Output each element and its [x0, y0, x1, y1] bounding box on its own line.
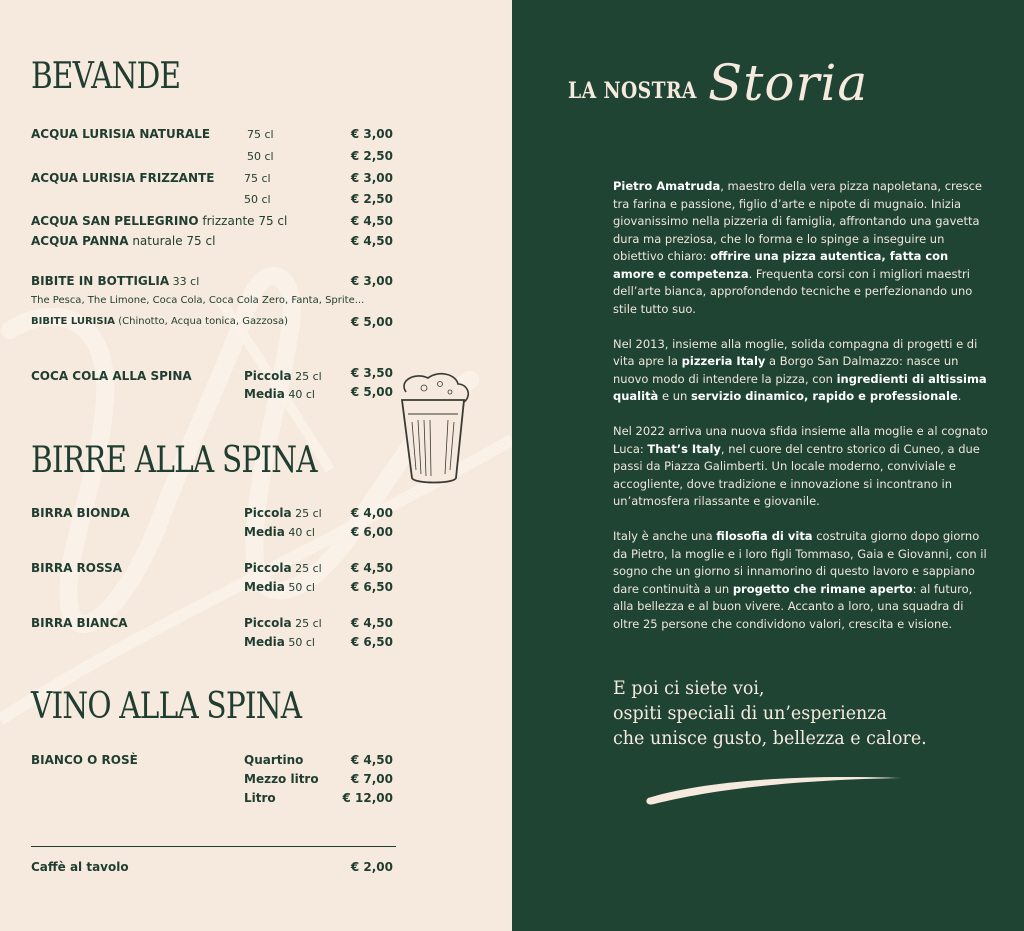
lurisia-frizzante-vol: 75 cl: [244, 172, 271, 185]
birra-rossa-size-1: Piccola 25 cl: [244, 561, 322, 575]
birra-bionda-size-2: Media 40 cl: [244, 525, 315, 539]
birra-bianca-price-1: € 4,50: [350, 616, 393, 630]
p1-segment-2: offrire una pizza autentica, fatta con amore e competenza: [613, 249, 949, 281]
beer-glass-icon: [388, 370, 478, 490]
closing-line-3: che unisce gusto, bellezza e calore.: [613, 727, 927, 749]
closing-line-2: ospiti speciali di un’esperienza: [613, 702, 887, 724]
birra-bianca-price-2: € 6,50: [350, 635, 393, 649]
story-paragraph-3: [613, 423, 993, 511]
p2-segment-5: servizio dinamico, rapido e professionale: [690, 389, 958, 403]
birra-bianca-size-2: Media 50 cl: [244, 635, 315, 649]
p4-segment-0: Italy è anche una: [613, 529, 717, 543]
birra-bionda-size-1: Piccola 25 cl: [244, 506, 322, 520]
closing-statement: [613, 676, 972, 751]
caffe-name: Caffè al tavolo: [31, 860, 129, 874]
birra-rossa-size-2: Media 50 cl: [244, 580, 315, 594]
bevande-title: BEVANDE: [31, 56, 181, 97]
birra-rossa-price-1: € 4,50: [350, 561, 393, 575]
birra-rossa-name: BIRRA ROSSA: [31, 561, 123, 575]
coca-spina-price-1: € 3,50: [350, 366, 393, 380]
coca-spina-size-2: Media 40 cl: [244, 387, 315, 401]
p3-segment-2: , nel cuore del centro storico di Cuneo, a due passi da Piazza Galimberti. Un locale moderno, conviviale e accogliente, dove tradizione e innovazione si incontrano in un’atmosfera rilassante e giovanile.: [613, 441, 980, 508]
p3-segment-0: Nel 2022 arriva una nuova sfida insieme alla moglie e al cognato Luca:: [613, 424, 988, 456]
san-pellegrino-price: € 4,50: [350, 214, 393, 228]
vino-name: BIANCO O ROSÈ: [31, 753, 138, 767]
lurisia-naturale-vol: 75 cl: [247, 128, 274, 141]
p1-segment-0: Pietro Amatruda: [613, 179, 721, 193]
bibite-bottiglia-price: € 3,00: [350, 274, 393, 288]
coca-spina-name: COCA COLA ALLA SPINA: [31, 369, 192, 383]
lurisia-frizzante-price: € 3,00: [350, 171, 393, 185]
vino-price-3: € 12,00: [342, 791, 393, 805]
vino-size-1: Quartino: [244, 753, 304, 767]
p4-segment-3: progetto che rimane aperto: [732, 581, 913, 596]
vino-price-1: € 4,50: [350, 753, 393, 767]
p2-segment-6: .: [957, 389, 962, 403]
story-paragraph-2: [613, 336, 993, 406]
menu-divider: [31, 846, 396, 847]
swoosh-decoration-icon: [640, 768, 910, 808]
birra-bionda-name: BIRRA BIONDA: [31, 506, 130, 520]
closing-line-1: E poi ci siete voi,: [613, 677, 765, 699]
lurisia-naturale-vol-small: 50 cl: [247, 150, 274, 163]
lurisia-naturale-price-small: € 2,50: [350, 149, 393, 163]
lurisia-naturale-price: € 3,00: [350, 127, 393, 141]
birre-title: BIRRE ALLA SPINA: [31, 440, 317, 481]
p2-segment-2: a Borgo San Dalmazzo: nasce un nuovo modo di intendere la pizza, con: [613, 354, 959, 386]
p4-segment-2: costruita giorno dopo giorno da Pietro, la moglie e i loro figli Tommaso, Gaia e Giovanni, con il sogno che un giorno si innamorino di questo lavoro e sappiano dare continuità a un: [613, 529, 987, 596]
birra-bianca-size-1: Piccola 25 cl: [244, 616, 322, 630]
bibite-bottiglia-desc: The Pesca, The Limone, Coca Cola, Coca Cola Zero, Fanta, Sprite...: [31, 295, 365, 306]
lurisia-frizzante-vol-small: 50 cl: [244, 193, 271, 206]
p2-segment-0: Nel 2013, insieme alla moglie, solida compagna di progetti e di vita apre la: [613, 336, 978, 368]
caffe-price: € 2,00: [350, 860, 393, 874]
vino-size-3: Litro: [244, 791, 276, 805]
p2-segment-1: pizzeria Italy: [681, 354, 766, 368]
lurisia-naturale-name: ACQUA LURISIA NATURALE: [31, 127, 211, 141]
panna-price: € 4,50: [350, 234, 393, 248]
p1-segment-3: . Frequenta corsi con i migliori maestri dell’arte bianca, approfondendo tecniche e perfezionando uno stile tutto suo.: [613, 266, 973, 316]
coca-spina-price-2: € 5,00: [350, 385, 393, 399]
bibite-lurisia-name: BIBITE LURISIA (Chinotto, Acqua tonica, Gazzosa): [31, 316, 289, 327]
p4-segment-4: : al futuro, alla bellezza e al buon vivere. Accanto a loro, una squadra di oltre 25 persone che condividono valori, crescita e visione.: [613, 581, 973, 631]
birra-bionda-price-2: € 6,00: [350, 525, 393, 539]
story-title-prefix: LA NOSTRA: [568, 78, 697, 104]
coca-spina-size-1: Piccola 25 cl: [244, 369, 322, 383]
lurisia-frizzante-price-small: € 2,50: [350, 192, 393, 206]
p3-segment-1: That’s Italy: [647, 441, 721, 456]
story-paragraph-4: [613, 528, 993, 633]
p2-segment-4: e un: [658, 389, 691, 403]
bibite-bottiglia-name: BIBITE IN BOTTIGLIA 33 cl: [31, 274, 200, 288]
birra-rossa-price-2: € 6,50: [350, 580, 393, 594]
san-pellegrino-name: ACQUA SAN PELLEGRINO frizzante 75 cl: [31, 214, 288, 228]
p4-segment-1: filosofia di vita: [716, 529, 813, 543]
vino-title: VINO ALLA SPINA: [31, 686, 302, 727]
birra-bianca-name: BIRRA BIANCA: [31, 616, 128, 630]
p1-segment-1: , maestro della vera pizza napoletana, cresce tra farina e passione, figlio d’arte e nipote di mugnaio. Inizia giovanissimo nella pizzeria di famiglia, affrontando una gavetta dura ma preziosa, che lo forma e lo spinge a inseguire un obiettivo chiaro:: [613, 179, 982, 263]
p2-segment-3: ingredienti di altissima qualità: [613, 371, 987, 403]
lurisia-frizzante-name: ACQUA LURISIA FRIZZANTE: [31, 171, 215, 185]
bibite-lurisia-price: € 5,00: [350, 315, 393, 329]
panna-name: ACQUA PANNA naturale 75 cl: [31, 234, 216, 248]
birra-bionda-price-1: € 4,00: [350, 506, 393, 520]
vino-size-2: Mezzo litro: [244, 772, 319, 786]
story-title-script: Storia: [708, 54, 869, 112]
story-paragraph-1: [613, 178, 993, 318]
story-body: [613, 178, 993, 651]
vino-price-2: € 7,00: [350, 772, 393, 786]
